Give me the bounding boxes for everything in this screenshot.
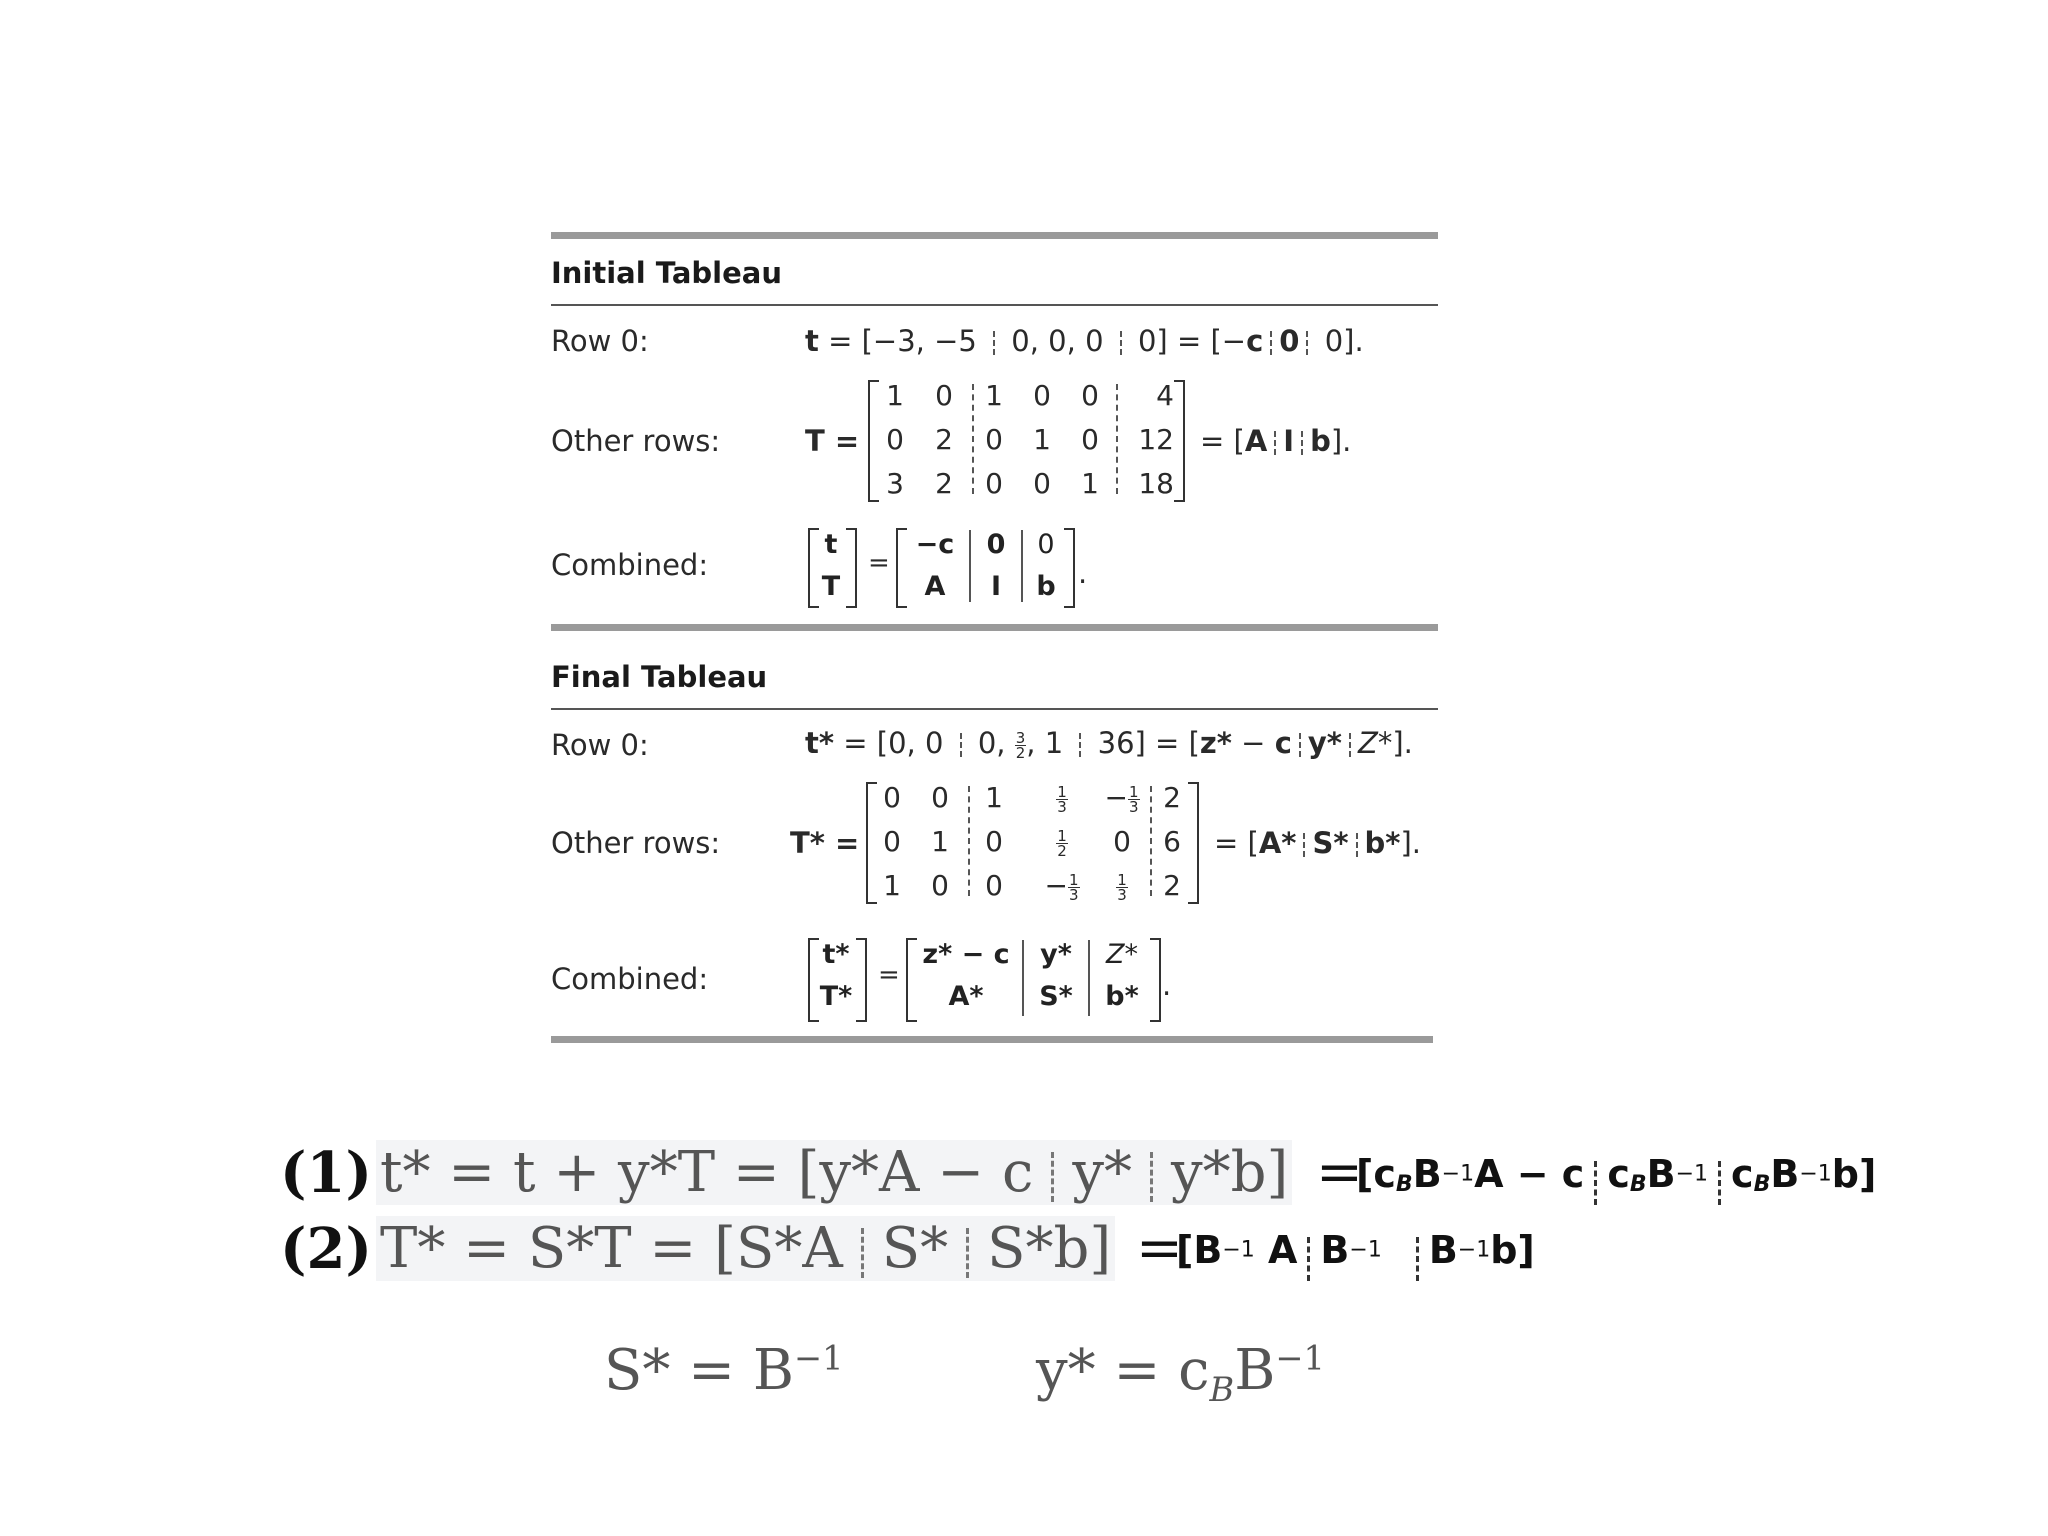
equation-1-lhs: t* = t + y*T = [y*A − c y* y*b] (376, 1140, 1292, 1205)
s-star-equation: $S* = B^{-1}$ (604, 1338, 844, 1403)
matrix-cell: − $\frac{1}{3}$ (1044, 869, 1079, 904)
matrix-cell: 0 (1113, 825, 1131, 858)
other-rows-label: Other rows: (551, 826, 721, 860)
separator (960, 733, 962, 757)
matrix-cell: b (1036, 571, 1056, 602)
matrix-cell: 1 (931, 825, 949, 858)
equation-1-rhs: [$c_BB^{-1}A - c$ $c_BB^{-1}$ $c_BB^{-1}b$] (1356, 1152, 1876, 1205)
initial-rhs: = [A I b]. (1200, 424, 1352, 458)
matrix-cell: 1 (985, 379, 1003, 412)
column-divider (972, 384, 974, 494)
matrix-cell: 1 (883, 869, 901, 902)
other-rows-label: Other rows: (551, 424, 721, 458)
matrix-cell: 0 (1081, 423, 1099, 456)
title-rule (551, 708, 1438, 710)
equals-sign: = (1136, 1216, 1183, 1281)
separator (1349, 733, 1351, 757)
matrix-cell: 2 (935, 467, 953, 500)
matrix-cell: t* (822, 939, 850, 970)
matrix-cell: 0 (883, 825, 901, 858)
matrix-cell: 0 (1033, 467, 1051, 500)
separator (1416, 1237, 1419, 1281)
matrix-cell: 0 (985, 825, 1003, 858)
equals-sign: = (1316, 1140, 1363, 1205)
matrix-cell: 6 (1163, 825, 1181, 858)
right-bracket (1174, 380, 1185, 502)
section-rule (551, 624, 1438, 631)
matrix-cell: z* − c (922, 939, 1010, 970)
matrix-cell: 0 (1033, 379, 1051, 412)
title-rule (551, 304, 1438, 306)
separator (1301, 431, 1303, 455)
column-divider (969, 530, 971, 602)
bottom-rule (551, 1036, 1433, 1043)
matrix-cell: y* (1040, 939, 1072, 970)
combined-label: Combined: (551, 962, 709, 996)
period: . (1078, 556, 1088, 590)
column-divider (1022, 940, 1024, 1016)
matrix-cell: A* (948, 981, 984, 1012)
equals-sign: = (878, 960, 900, 990)
initial-row0-equation: t = [−3, −5 0, 0, 0 0] = [−c 0 0]. (805, 324, 1364, 358)
fraction: $\frac{3}{2}$ (1015, 728, 1026, 762)
separator (1079, 733, 1081, 757)
right-bracket (1150, 938, 1161, 1022)
matrix-cell: 0 (985, 423, 1003, 456)
row0-label: Row 0: (551, 324, 649, 358)
matrix-cell: 2 (1163, 869, 1181, 902)
separator (1306, 331, 1308, 355)
separator (1594, 1161, 1597, 1205)
column-divider (1150, 786, 1152, 896)
matrix-cell: 2 (935, 423, 953, 456)
separator (1299, 733, 1301, 757)
separator (1274, 431, 1276, 455)
final-rhs: = [A* S* b*]. (1214, 826, 1421, 860)
matrix-cell: A (924, 571, 946, 602)
row0-label: Row 0: (551, 728, 649, 762)
equals-sign: = (868, 548, 890, 578)
matrix-cell: − $\frac{1}{3}$ (1104, 781, 1139, 816)
matrix-cell: 0 (985, 869, 1003, 902)
matrix-cell: 3 (886, 467, 904, 500)
equation-2-lhs: T* = S*T = [S*A S* S*b] (376, 1216, 1115, 1281)
matrix-cell: 2 (1163, 781, 1181, 814)
matrix-cell: $\frac{1}{3}$ (1057, 782, 1067, 816)
matrix-cell: 1 (1033, 423, 1051, 456)
matrix-cell: S* (1039, 981, 1073, 1012)
matrix-cell: $\frac{1}{2}$ (1057, 826, 1067, 860)
matrix-cell: 0 (931, 869, 949, 902)
column-divider (1088, 940, 1090, 1016)
equation-number: (2) (280, 1216, 372, 1282)
separator (1307, 1237, 1310, 1281)
matrix-cell: 18 (1138, 467, 1174, 500)
matrix-cell: b* (1105, 981, 1139, 1012)
combined-label: Combined: (551, 548, 709, 582)
matrix-cell: 4 (1156, 379, 1174, 412)
final-row0-equation: t* = [0, 0 0, $\frac{3}{2}$ , 1 36] = [z* − c y* Z*]. (805, 726, 1413, 762)
matrix-cell: 1 (1081, 467, 1099, 500)
matrix-cell: t (824, 529, 838, 560)
separator (993, 331, 995, 355)
initial-tableau-title: Initial Tableau (551, 256, 782, 290)
period: . (1162, 968, 1172, 1002)
final-tableau-title: Final Tableau (551, 660, 768, 694)
column-divider (1116, 384, 1118, 494)
y-star-equation: $y* = c_BB^{-1}$ (1036, 1338, 1325, 1410)
matrix-cell: T* (819, 981, 853, 1012)
separator (966, 1228, 969, 1278)
matrix-cell: 0 (883, 781, 901, 814)
T-label: T = (805, 424, 860, 458)
matrix-cell: T (821, 571, 841, 602)
column-divider (1021, 530, 1023, 602)
matrix-cell: 0 (1081, 379, 1099, 412)
top-rule (551, 232, 1438, 239)
equation-2-rhs: [$B^{-1}$ A $B^{-1}$ $B^{-1}b$] (1176, 1228, 1535, 1281)
separator (1356, 833, 1358, 857)
matrix-cell: 1 (985, 781, 1003, 814)
Tstar-label: T* = (790, 826, 860, 860)
column-divider (968, 786, 970, 896)
matrix-cell: −c (915, 529, 955, 560)
separator (1051, 1152, 1054, 1202)
matrix-cell: 0 (931, 781, 949, 814)
matrix-cell: 0 (1037, 529, 1055, 560)
equation-number: (1) (280, 1140, 372, 1206)
matrix-cell: I (990, 571, 1002, 602)
matrix-cell: 1 (886, 379, 904, 412)
separator (1303, 833, 1305, 857)
matrix-cell: 0 (985, 467, 1003, 500)
matrix-cell: Z* (1106, 939, 1138, 970)
matrix-cell: 0 (886, 423, 904, 456)
separator (1270, 331, 1272, 355)
matrix-cell: 0 (935, 379, 953, 412)
separator (1150, 1152, 1153, 1202)
separator (1718, 1161, 1721, 1205)
matrix-cell: $\frac{1}{3}$ (1117, 870, 1127, 904)
matrix-cell: 0 (986, 529, 1006, 560)
separator (1120, 331, 1122, 355)
separator (861, 1228, 864, 1278)
matrix-cell: 12 (1138, 423, 1174, 456)
